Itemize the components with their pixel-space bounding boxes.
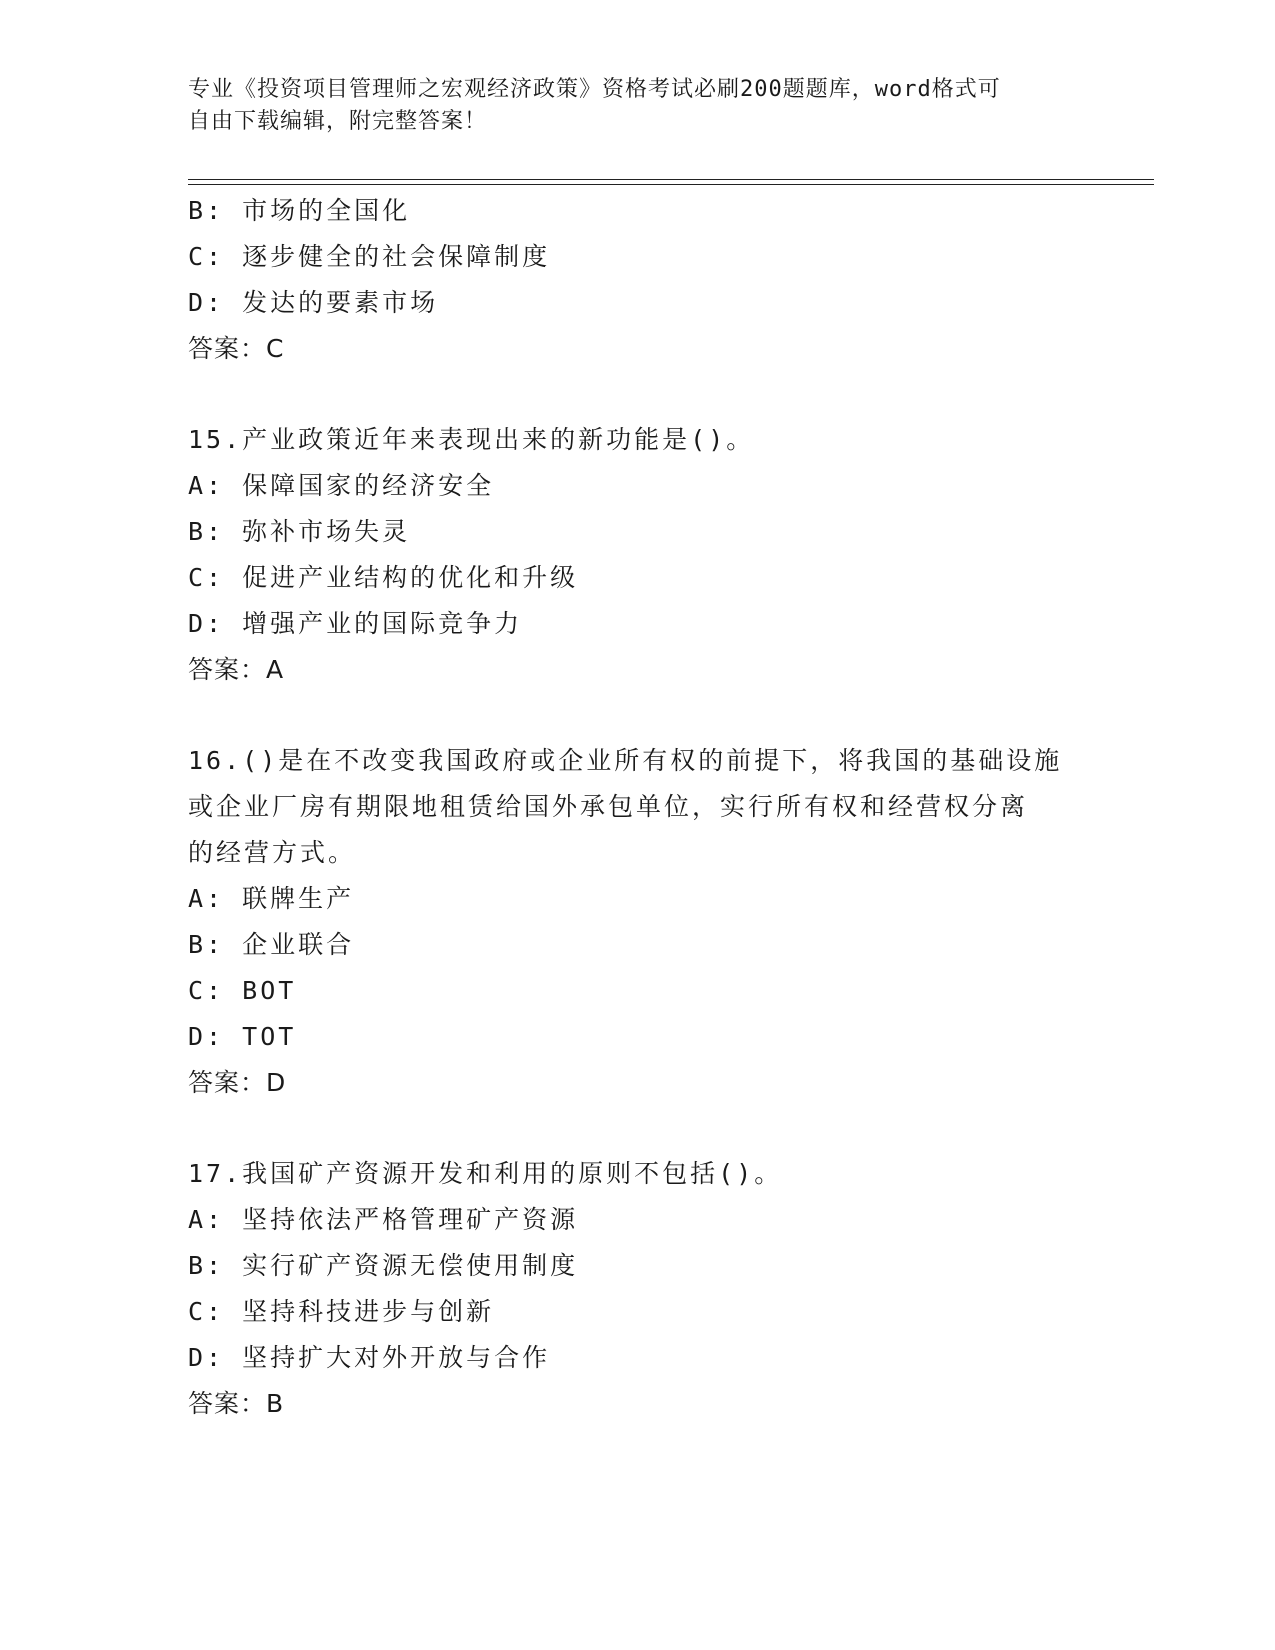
question-16 bbox=[188, 738, 1088, 1106]
header-line-1: 专业《投资项目管理师之宏观经济政策》资格考试必刷200题题库，word格式可 bbox=[188, 77, 1001, 102]
header-divider-top bbox=[188, 179, 1154, 180]
answer: 答案：A bbox=[188, 655, 285, 684]
option-a: A: 保障国家的经济安全 bbox=[188, 471, 495, 500]
option-a: A: 联牌生产 bbox=[188, 884, 355, 913]
option-c: C: 促进产业结构的优化和升级 bbox=[188, 563, 579, 592]
option-b: B: 弥补市场失灵 bbox=[188, 517, 411, 546]
option-b: B: 实行矿产资源无偿使用制度 bbox=[188, 1251, 579, 1280]
option-b: B: 市场的全国化 bbox=[188, 196, 411, 225]
header-line-2: 自由下载编辑，附完整答案！ bbox=[188, 109, 488, 134]
answer: 答案：C bbox=[188, 334, 285, 363]
spacer bbox=[188, 1106, 1088, 1151]
document-header bbox=[188, 74, 1088, 138]
header-divider-bottom bbox=[188, 184, 1154, 185]
option-d: D: 坚持扩大对外开放与合作 bbox=[188, 1343, 551, 1372]
question-stem: 17.我国矿产资源开发和利用的原则不包括()。 bbox=[188, 1159, 783, 1188]
answer: 答案：B bbox=[188, 1389, 285, 1418]
question-stem-line-3: 的经营方式。 bbox=[188, 838, 357, 867]
answer: 答案：D bbox=[188, 1068, 287, 1097]
option-d: D: 发达的要素市场 bbox=[188, 288, 439, 317]
option-b: B: 企业联合 bbox=[188, 930, 355, 959]
question-17 bbox=[188, 1151, 1088, 1427]
spacer bbox=[188, 372, 1088, 417]
option-c: C: BOT bbox=[188, 976, 297, 1005]
question-15 bbox=[188, 417, 1088, 693]
spacer bbox=[188, 693, 1088, 738]
question-stem: 15.产业政策近年来表现出来的新功能是()。 bbox=[188, 425, 755, 454]
option-d: D: TOT bbox=[188, 1022, 297, 1051]
option-d: D: 增强产业的国际竞争力 bbox=[188, 609, 523, 638]
question-stem-line-2: 或企业厂房有期限地租赁给国外承包单位，实行所有权和经营权分离 bbox=[188, 792, 1029, 821]
question-14-continued bbox=[188, 188, 1088, 372]
option-c: C: 坚持科技进步与创新 bbox=[188, 1297, 495, 1326]
option-a: A: 坚持依法严格管理矿产资源 bbox=[188, 1205, 579, 1234]
question-stem-line-1: 16.()是在不改变我国政府或企业所有权的前提下，将我国的基础设施 bbox=[188, 746, 1063, 775]
question-list bbox=[188, 188, 1088, 1427]
option-c: C: 逐步健全的社会保障制度 bbox=[188, 242, 551, 271]
